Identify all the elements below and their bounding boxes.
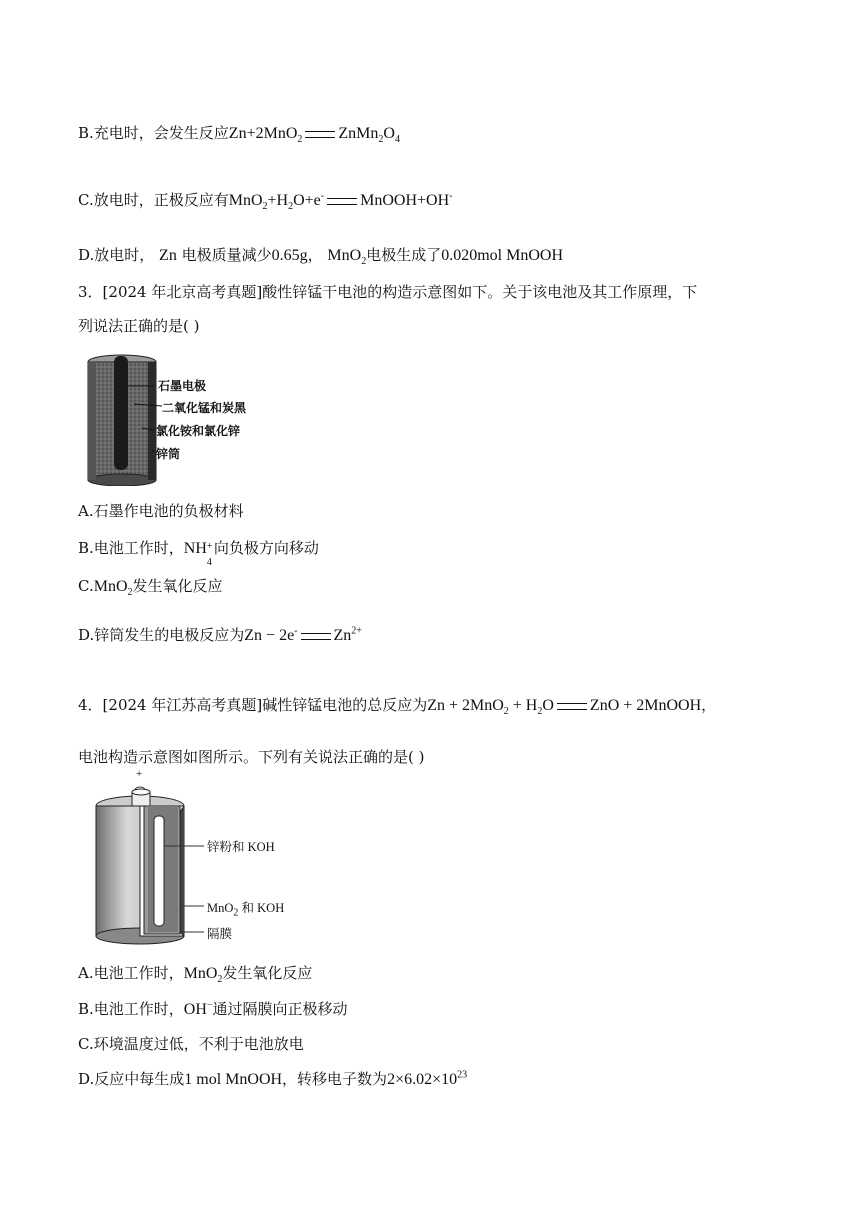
q4-d-prefix: D.反应中每生成 bbox=[78, 1070, 185, 1088]
label-mno2-koh bbox=[207, 898, 285, 919]
label-mno2-sub: 2 bbox=[233, 907, 239, 919]
q4-option-d bbox=[78, 1068, 467, 1091]
q3-d-lhs: Zn − 2e bbox=[244, 627, 295, 644]
dry-cell-illustration bbox=[82, 352, 282, 486]
q2-c-sup1: - bbox=[320, 190, 325, 202]
q4-stem-line1 bbox=[78, 694, 716, 717]
q3-c-formula bbox=[93, 578, 133, 599]
q3-d-formula bbox=[244, 627, 362, 644]
q2-c-formula bbox=[228, 190, 453, 213]
q4-b-prefix: B.电池工作时， bbox=[78, 1000, 184, 1018]
q2-d-t6: 电极生成了 bbox=[366, 246, 442, 264]
label-nh4cl-zncl2: 氯化铵和氯化锌 bbox=[156, 424, 241, 438]
label-zinc-can: 锌筒 bbox=[156, 447, 181, 461]
q4-b-sup: − bbox=[206, 999, 213, 1011]
dry-cell-figure bbox=[82, 352, 282, 486]
q4-stem-line2: 电池构造示意图如图所示。下列有关说法正确的是( ) bbox=[78, 748, 425, 766]
q3-d-sup: - bbox=[294, 625, 298, 637]
q2-b-rhs-b: O bbox=[383, 125, 395, 142]
q3-option-b bbox=[78, 537, 319, 568]
q2-c-rhs: MnOOH+OH bbox=[360, 192, 450, 209]
q4-b-suffix: 通过隔膜向正极移动 bbox=[212, 1000, 348, 1018]
q2-d-prefix: D.放电时， bbox=[78, 246, 155, 264]
label-graphite-electrode: 石墨电极 bbox=[158, 379, 207, 393]
q3-stem-line2: 列说法正确的是( ) bbox=[78, 317, 200, 335]
q4-eq-sub1: 2 bbox=[503, 706, 509, 718]
q4-a-t: MnO bbox=[183, 965, 218, 982]
q3-d-rhs: Zn bbox=[333, 627, 352, 644]
q4-b-formula bbox=[184, 1001, 213, 1018]
q2-option-b bbox=[78, 122, 400, 145]
q4-d-t1: 1 mol MnOOH bbox=[184, 1071, 283, 1088]
q2-c-sup2: - bbox=[449, 190, 453, 202]
q2-d-mass: 0.65g bbox=[271, 247, 308, 264]
q2-c-t1: MnO bbox=[228, 192, 263, 209]
q4-eq-sub2: 2 bbox=[537, 706, 543, 718]
label-mno2-text: MnO bbox=[207, 901, 234, 915]
q2-c-s1: 2 bbox=[262, 201, 268, 213]
q4-eq-lhs2: + H bbox=[508, 697, 538, 714]
q2-d-mno2-sub: 2 bbox=[361, 256, 367, 268]
q2-d-t2: 电极质量减少 bbox=[181, 246, 272, 264]
q3-option-d bbox=[78, 624, 362, 647]
q2-d-t7: 0.020mol MnOOH bbox=[441, 247, 563, 264]
equal-sign-icon bbox=[327, 198, 357, 205]
q3-option-a: A.石墨作电池的负极材料 bbox=[78, 502, 244, 520]
q2-b-lhs-sub: 2 bbox=[297, 134, 303, 146]
q4-option-b bbox=[78, 998, 348, 1021]
alkaline-battery-illustration bbox=[92, 776, 332, 948]
q3-c-sub: 2 bbox=[127, 587, 133, 599]
q4-d-t2: 2×6.02×10 bbox=[387, 1071, 458, 1088]
q4-equation bbox=[427, 697, 702, 718]
q2-option-d bbox=[78, 244, 563, 267]
q2-option-c bbox=[78, 189, 452, 212]
q2-c-s2: 2 bbox=[288, 201, 294, 213]
q3-d-prefix: D.锌筒发生的电极反应为 bbox=[78, 626, 245, 644]
q2-b-rhs-sub1: 2 bbox=[378, 134, 384, 146]
q2-d-comma: ， bbox=[307, 246, 323, 264]
q3-c-prefix: C. bbox=[78, 577, 94, 595]
q4-a-suffix: 发生氧化反应 bbox=[222, 964, 313, 982]
q4-eq-lhs3: O bbox=[542, 697, 554, 714]
equal-sign-icon bbox=[305, 131, 335, 138]
q2-b-formula bbox=[228, 125, 400, 146]
q3-d-sup2: 2+ bbox=[351, 625, 362, 637]
label-separator: 隔膜 bbox=[207, 927, 233, 941]
q4-b-t: OH bbox=[183, 1001, 207, 1018]
q3-option-c bbox=[78, 575, 223, 598]
q3-stem-line1: 3．[2024 年北京高考真题]酸性锌锰干电池的构造示意图如下。关于该电池及其工作原理，下 bbox=[78, 283, 698, 301]
q2-c-text: C.放电时，正极反应有 bbox=[78, 191, 229, 209]
q4-stem-prefix: 4．[2024 年江苏高考真题]碱性锌锰电池的总反应为 bbox=[78, 696, 428, 714]
q3-b-suffix: 向负极方向移动 bbox=[213, 539, 319, 557]
q2-d-mno2 bbox=[327, 247, 367, 268]
q2-b-text: B.充电时，会发生反应 bbox=[78, 124, 229, 142]
label-zinc-powder-koh: 锌粉和 KOH bbox=[207, 840, 275, 854]
q2-b-rhs-sub2: 4 bbox=[394, 134, 400, 146]
q4-a-prefix: A.电池工作时， bbox=[78, 964, 184, 982]
q2-b-lhs: Zn+2MnO bbox=[228, 125, 298, 142]
equal-sign-icon bbox=[301, 633, 331, 640]
q3-c-suffix: 发生氧化反应 bbox=[132, 577, 223, 595]
q3-b-ion: NH + 4 bbox=[183, 540, 213, 568]
q4-option-a bbox=[78, 962, 312, 985]
q4-d-sup: 23 bbox=[457, 1069, 468, 1081]
q2-c-t2: +H bbox=[267, 192, 289, 209]
q2-d-zn: Zn bbox=[159, 247, 177, 264]
label-mno2-carbon: 二氧化锰和炭黑 bbox=[162, 401, 247, 415]
q4-eq-rhs: ZnO + 2MnOOH bbox=[589, 697, 702, 714]
q4-a-sub: 2 bbox=[217, 974, 223, 986]
alkaline-battery-figure bbox=[92, 768, 332, 948]
q4-eq-end: ， bbox=[701, 696, 717, 714]
q4-eq-lhs1: Zn + 2MnO bbox=[427, 697, 504, 714]
q2-d-mno2-text: MnO bbox=[327, 247, 362, 264]
q3-c-t: MnO bbox=[93, 578, 128, 595]
q3-b-ion-text: NH bbox=[183, 540, 207, 557]
equal-sign-icon bbox=[557, 703, 587, 710]
q4-d-mid: ，转移电子数为 bbox=[282, 1070, 388, 1088]
q3-b-prefix: B.电池工作时， bbox=[78, 539, 184, 557]
plus-terminal-label: + bbox=[136, 768, 143, 780]
q2-b-rhs-a: ZnMn bbox=[338, 125, 379, 142]
q2-c-t3: O+e bbox=[293, 192, 321, 209]
q4-d-formula bbox=[387, 1071, 467, 1088]
q4-option-c: C.环境温度过低，不利于电池放电 bbox=[78, 1035, 304, 1053]
label-koh-text: 和 KOH bbox=[238, 901, 285, 915]
q4-a-formula bbox=[183, 965, 223, 986]
